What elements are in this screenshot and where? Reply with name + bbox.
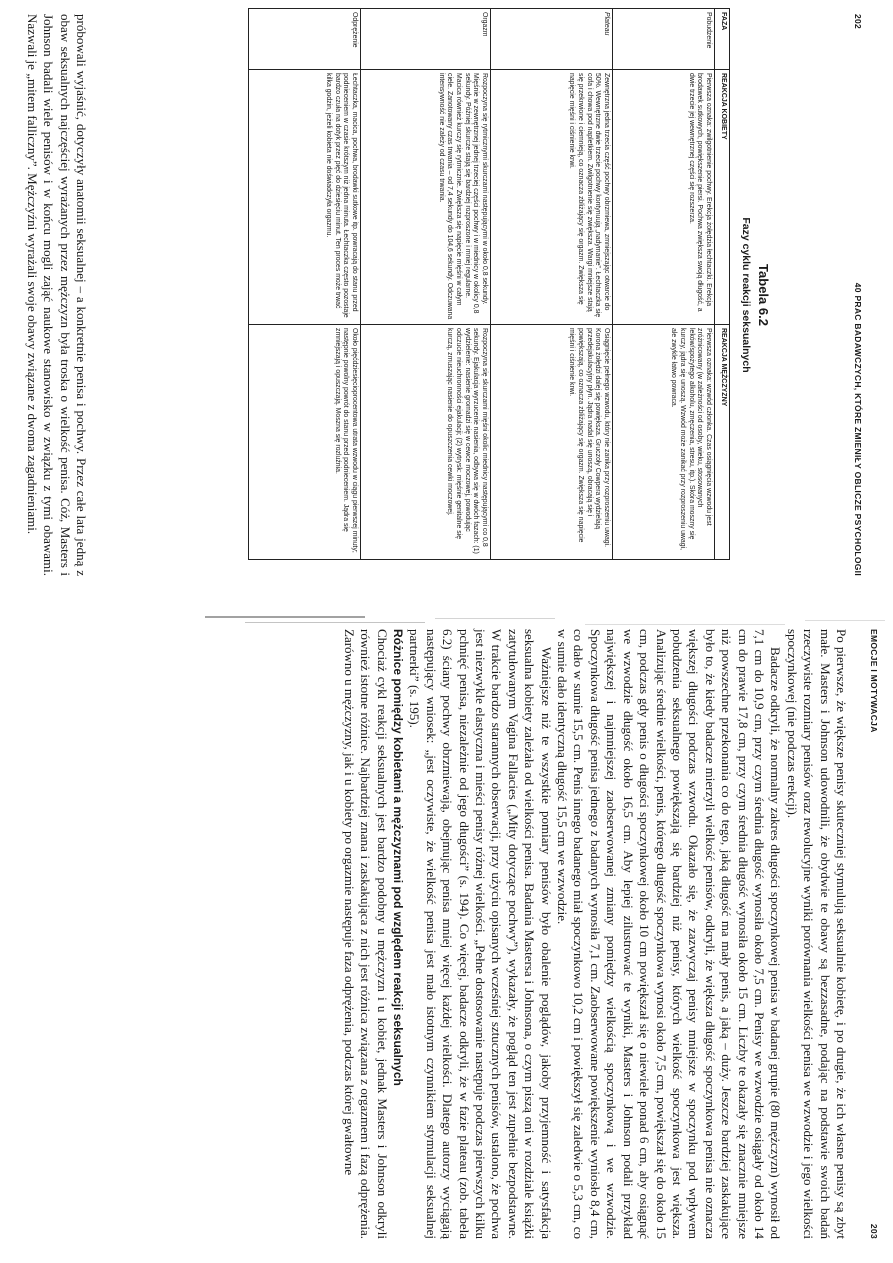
page-header <box>853 14 863 576</box>
paragraph: próbowali wyjaśnić, dotyczyły anatomii seksualnej – a konkretnie penisa i pochwy. Przez całe lata jedną z obaw seksualnych najczęściej wyrażanych przez mężczyzn była troska o wielkość penisa. Cóż, Masters i Johnson badali wiele penisów i w końcu mogli zająć naukowe stanowisko w związku z tymi obawami. Nazwali je „mitem falliczny”. Mężczyźni wyrażali swoje obawy związane z dwoma zagadnieniami. <box>25 14 89 576</box>
paragraph: Po pierwsze, że większe penisy skuteczniej stymulują seksualnie kobietę, i po drugie, że ich własne penisy są zbyt małe. Masters i Johnson udowodnili, że obydwie te obawy są bezzasadne, podając na podstawie swoich badań rzeczywiste rozmiary penisów oraz rewolucyjne wyniki porównania wielkości penisa we wzwodzie i jego wielkości spoczynkowej (nie podczas erekcji). <box>784 629 849 1239</box>
table-row <box>491 9 613 560</box>
paragraph: Badacze odkryli, że normalny zakres długości spoczynkowej penisa w badanej grupie (80 mężczyzn) wynosił od 7,1 cm do 10,9 cm, przy czym średnia długość wynosiła około 7,5 cm. Penisy we wzwodzie osiągały od około 14 cm do prawie 17,8 cm, przy czym średnia długość wynosiła około 15 cm. Liczby te okazały się znacznie mniejsze niż powszechne przekonania co do tego, jaką długość ma mały penis, a jaką – duży. Jeszcze bardziej zaskakujące było to, że kiedy badacze mierzyli wielkość penisów, odkryli, że większa długość spoczynkowa penisa nie oznacza większej długości podczas wzwodu. Okazało się, że zazwyczaj penisy mniejsze w spoczynku pod wpływem pobudzenia seksualnego powiększają się bardziej niż penisy, których wielkość spoczynkowa jest większa. Analizując średnie wielkości, penis, którego długość spoczynkowa wynosi około 7,5 cm, powiększał się do około 15 cm, podczas gdy penis o długości spoczynkowej około 10 cm powiększał się o niewiele ponad 6 cm, aby osiągnąć we wzwodzie długość około 16,5 cm. Aby lepiej zilustrować te wyniki, Masters i Johnson podali przykład największej i najmniejszej zaobserwowanej zmiany pomiędzy wielkością spoczynkową i we wzwodzie. Spoczynkowa długość penisa jednego z badanych wynosiła 7,1 cm. Zaobserwowane powiększenie wyniosło 8,4 cm, co dało w sumie 15,5 cm. Penis innego badanego miał spoczynkowo 10,2 cm i powiększył się zaledwie o 5,3 cm, co w sumie dało identyczną długość 15,5 cm we wzwodzie. <box>555 629 784 1239</box>
male-cell: Około pięćdziesięcioprocentowa utrata wzwodu w ciągu pierwszej minuty; następnie powolny powrót do stanu przed podnieceniem. Jądra się zmniejszają i opuszczają. Moszna się rozluźnia. <box>249 325 361 560</box>
table-caption: Fazy cyklu reakcji seksualnych <box>740 217 752 373</box>
female-cell: Zewnętrzna jedna trzecia część pochwy obrzmiewa, zmniejszając otwarcie do 50%. Wewnętrzne dwie trzecie pochwy kontynuują „nadymanie”. Łechtaczka się cofa i chowa pod napletkiem. Zwilgotnienie się zwiększa. Wargi mniejsze stają się przekrwione i ciemnieją, co oznacza zbliżający się orgazm. Zwiększa się napięcie mięśni i ciśnienie krwi. <box>491 70 613 325</box>
table-row <box>613 9 715 560</box>
running-title: 40 PRAC BADAWCZYCH, KTÓRE ZMIENIŁY OBLICZE PSYCHOLOGII <box>853 282 863 576</box>
table-label: Tabela 6.2 <box>756 264 771 326</box>
female-cell: Pierwsza oznaka: zwilgotnienie pochwy. Erekcja żołędzia łechtaczki. Erekcja brodawek sutkowych, powiększenie piersi. Pochwa zwiększa swoją długość, a dwie trzecie jej wewnętrznej części się rozszerza. <box>613 70 715 325</box>
page-202 <box>0 0 893 590</box>
male-cell: Osiągnięcie pełnego wzwodu, który nie zanika przy rozproszeniu uwagi. Korona żołędzi dalej się powiększa. Gruczoły Cowpera wydzielają przedejakulacyjny płyn. Jądra nadal się unoszą, obracają się i powiększają, co oznacza zbliżający się orgazm. Zwiększa się napięcie mięśni i ciśnienie krwi. <box>491 325 613 560</box>
sexual-response-table <box>248 8 730 560</box>
header-phase: FAZA <box>715 9 730 70</box>
phase-cell: Orgazm <box>361 9 491 70</box>
phase-cell: Plateau <box>491 9 613 70</box>
running-title: EMOCJE I MOTYWACJA <box>869 629 879 733</box>
page-203-body <box>340 629 849 1239</box>
page-header <box>869 629 879 1239</box>
paragraph: Ważniejsze niż te wszystkie pomiary penisów było obalenie poglądów, jakoby przyjemność i satysfakcja seksualna kobiety zależała od wielkości penisa. Badania Mastersa i Johnsona, o czym piszą oni w rozdziale książki zatytułowanym Vagina Fallacies („Mity dotyczące pochwy”), wykazały, że pogląd ten jest zupełnie bezpodstawne. W trakcie bardzo starannych obserwacji, przy użyciu opisanych wcześniej sztucznych penisów, ustalono, że pochwa jest niezwykle elastyczna i mieści penisy różnej wielkości. „Pełne dostosowanie następuje podczas pierwszych kilku pchnięć penisa, niezależnie od jego długości” (s. 194). Co więcej, badacze odkryli, że w fazie plateau (zob. tabela 6.2) ściany pochwy obrzmiewają, obejmując penisa mniej więcej każdej wielkości. Dlatego autorzy wyciągają następujący wniosek: „jest oczywiste, że wielkość penisa jest mało istotnym czynnikiem stymulacji seksualnej partnerki” (s. 195). <box>407 629 554 1239</box>
phase-cell: Odprężenie <box>249 9 361 70</box>
table-row <box>249 9 361 560</box>
page-number: 203 <box>869 1223 879 1239</box>
paragraph: Chociaż cykl reakcji seksualnych jest bardzo podobny u mężczyzn i u kobiet, jednak Masters i Johnson odkryli również istotne różnice. Najbardziej znana i zaskakująca z nich jest różnica związana z orgazmem i fazą odprężenia. Zarówno u mężczyzny, jak i u kobiety po orgazmie następuje faza odprężenia, podczas której gwałtowne <box>341 629 390 1239</box>
female-cell: Łechtaczka, macica, pochwa, brodawki sutkowe itp. powracają do stanu przed podnieceniem w czasie krótszym niż jedna minuta. Łechtaczka często pozostaje bardzo czuła na dotyk przez pięć do dziesięciu minut. Ten proces może trwać kilka godzin, jeżeli kobieta nie doświadczyła orgazmu. <box>249 70 361 325</box>
table-header-row <box>715 9 730 560</box>
page-number: 202 <box>853 14 863 30</box>
male-cell: Pierwsza oznaka: wzwód członka. Czas osiągnięcia wzwodu jest zróżnicowany (w zależności od osoby, wieku, stosowanych leków/spożytego alkoholu, zmęczenia, stresu, itp.). Skóra moszny się kurczy, jądra się unoszą. Wzwód może zanikać przy rozproszeniu uwagi, ale zwykle łatwo powraca. <box>613 325 715 560</box>
header-male: REAKCJA MĘŻCZYZNY <box>715 325 730 560</box>
header-female: REAKCJA KOBIETY <box>715 70 730 325</box>
table-row <box>361 9 491 560</box>
phase-cell: Pobudzenie <box>613 9 715 70</box>
male-cell: Rozpoczyna się skurczami mięśni okolic miednicy następującymi co 0,8 sekundy. Ejakulacja wyrzucenie nasienia, odbywa się w dwóch fazach: (1) wydzielenie: nasienie gromadzi się w cewce moczowej, powodując odczucie nieuchronności ejakulacji; (2) wytrysk: mięśnie genitalne się kurczą, zmuszając nasienie do opuszczenia cewki moczowej. <box>361 325 491 560</box>
section-heading: Różnice pomiędzy kobietami a mężczyznami pod względem reakcji seksualnych <box>391 629 406 1086</box>
page-202-body <box>24 14 89 576</box>
page-203 <box>0 615 893 1260</box>
female-cell: Rozpoczyna się rytmicznymi skurczami następującymi w około 0,8 sekundy. Mięśnie w zewnętrznej jednej trzeciej części pochwy i w miednicy w okolicy 0,8 sekundy. Później skurcze stają się bardziej rozproszone i mniej regularne. Macica również kurczy się rytmicznie. Zwiększa się napięcie mięśni w całym ciele. Zanotowany czas trwania – od 7,4 sekundy do 104,6 sekundy. Odczuwana intensywność nie zależy od czasu trwania. <box>361 70 491 325</box>
